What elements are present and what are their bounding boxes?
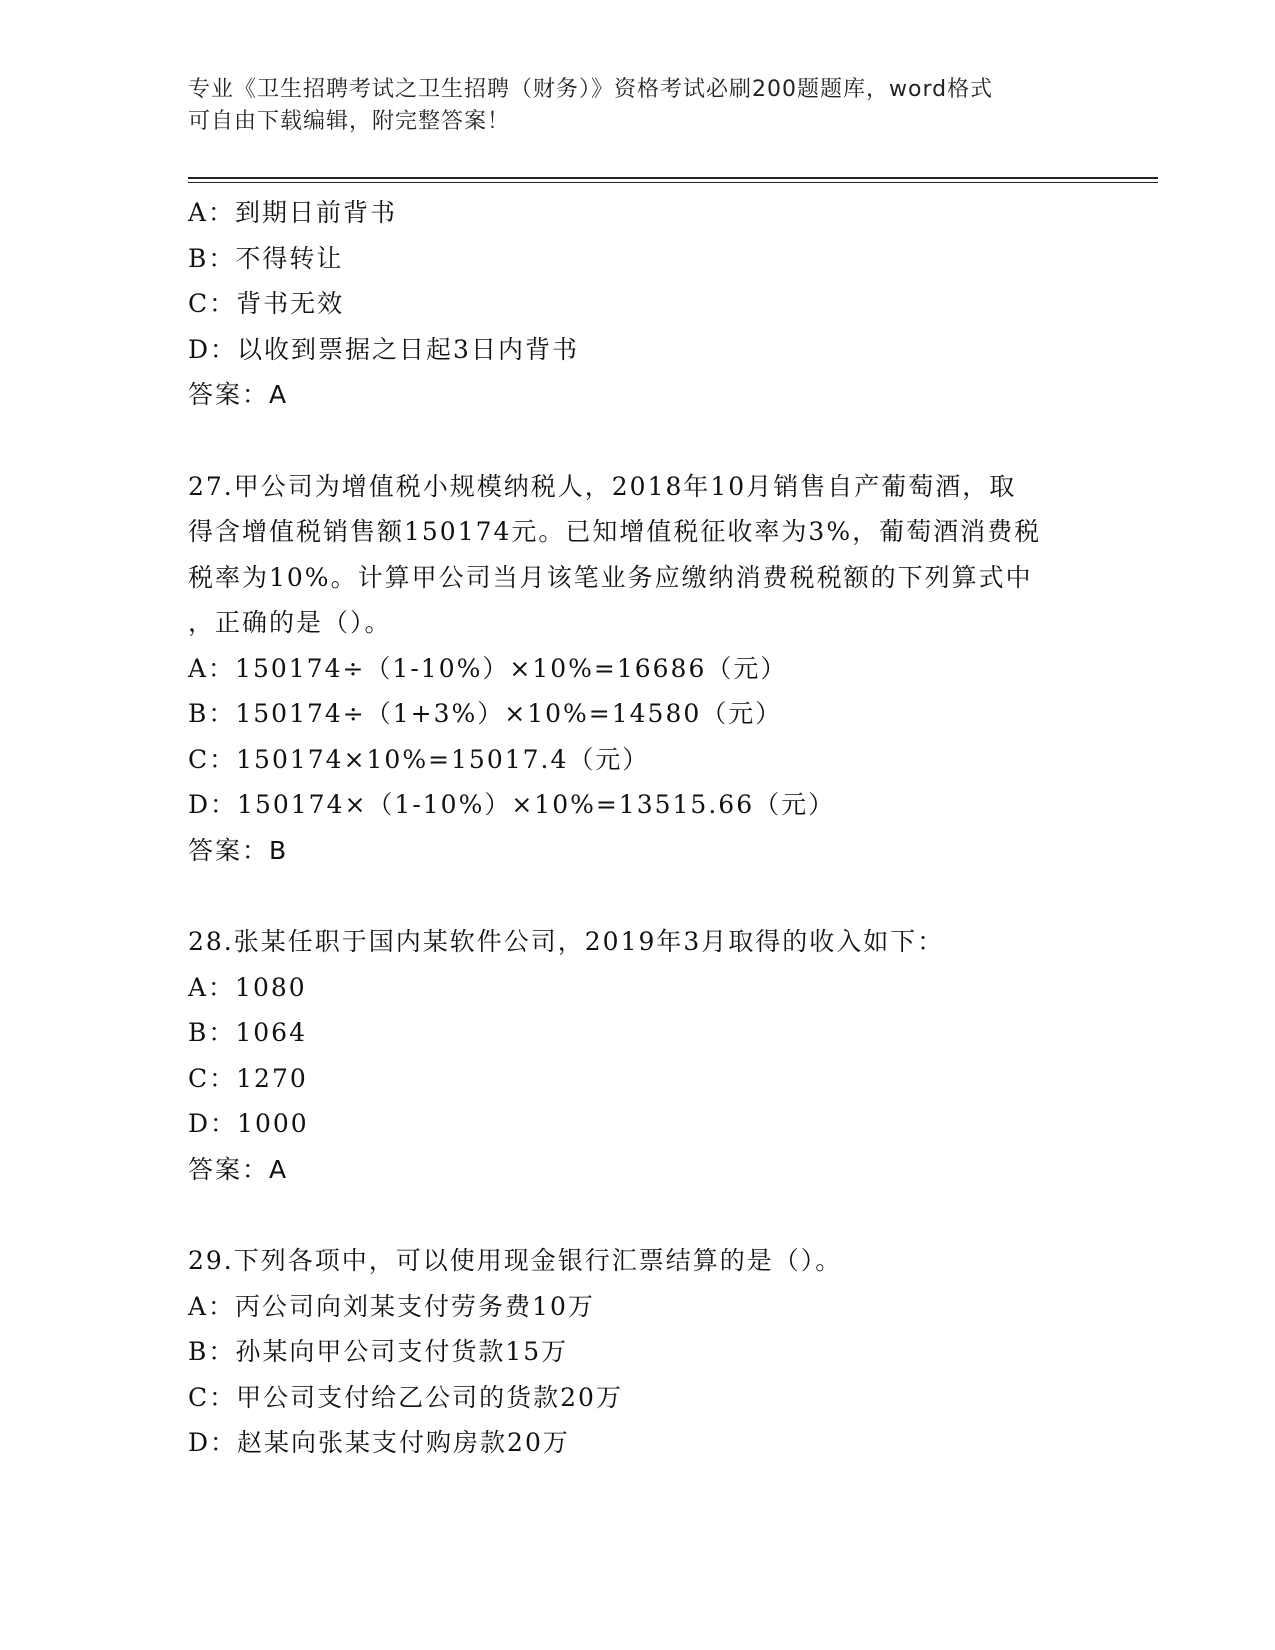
question-27-option-c: C：150174×10%=15017.4（元）: [188, 744, 650, 774]
question-27-stem-line-3: 税率为10%。计算甲公司当月该笔业务应缴纳消费税税额的下列算式中: [188, 562, 1033, 592]
question-28-stem-line-1: 28.张某任职于国内某软件公司，2019年3月取得的收入如下：: [188, 927, 945, 956]
question-28-block: [188, 919, 1088, 1192]
question-26-answer: 答案：A: [188, 380, 289, 409]
question-29-option-b: B：孙某向甲公司支付货款15万: [188, 1337, 569, 1366]
question-27-stem-line-2: 得含增值税销售额150174元。已知增值税征收率为3%，葡萄酒消费税: [188, 517, 1042, 546]
question-29-block: [188, 1238, 1088, 1466]
question-26-option-a: A：到期日前背书: [188, 198, 398, 227]
question-28-option-b: B：1064: [188, 1018, 307, 1047]
question-27-option-a: A：150174÷（1-10%）×10%=16686（元）: [188, 653, 788, 683]
question-29-stem-line-1: 29.下列各项中，可以使用现金银行汇票结算的是（）。: [188, 1246, 843, 1275]
header-title-line-1: 专业《卫生招聘考试之卫生招聘（财务）》资格考试必刷200题题库，word格式: [188, 77, 994, 102]
question-28-option-d: D：1000: [188, 1109, 309, 1138]
question-27-stem-line-4: ，正确的是（）。: [188, 608, 392, 637]
question-26-option-b: B：不得转让: [188, 243, 344, 273]
question-29-option-a: A：丙公司向刘某支付劳务费10万: [188, 1291, 595, 1321]
question-26-option-d: D：以收到票据之日起3日内背书: [188, 334, 579, 364]
question-27-option-d: D：150174×（1-10%）×10%=13515.66（元）: [188, 790, 836, 819]
header-divider-thin: [188, 182, 1158, 183]
question-gap: [188, 418, 1088, 464]
question-26-option-c: C：背书无效: [188, 289, 345, 318]
question-28-option-c: C：1270: [188, 1063, 308, 1093]
question-28-answer: 答案：A: [188, 1154, 289, 1184]
question-29-option-c: C：甲公司支付给乙公司的货款20万: [188, 1382, 623, 1412]
header-title-line-2: 可自由下载编辑，附完整答案！: [188, 109, 511, 134]
question-gap: [188, 873, 1088, 919]
question-27-option-b: B：150174÷（1+3%）×10%=14580（元）: [188, 699, 783, 728]
question-27-block: [188, 464, 1088, 874]
question-27-stem-line-1: 27.甲公司为增值税小规模纳税人，2018年10月销售自产葡萄酒，取: [188, 471, 1017, 501]
header-divider-thick: [188, 177, 1158, 179]
question-26-block: [188, 190, 1088, 418]
question-28-option-a: A：1080: [188, 972, 307, 1002]
document-header: [188, 74, 1088, 138]
question-29-option-d: D：赵某向张某支付购房款20万: [188, 1428, 570, 1457]
question-content: [188, 190, 1088, 1466]
question-27-answer: 答案：B: [188, 835, 289, 865]
question-gap: [188, 1192, 1088, 1238]
